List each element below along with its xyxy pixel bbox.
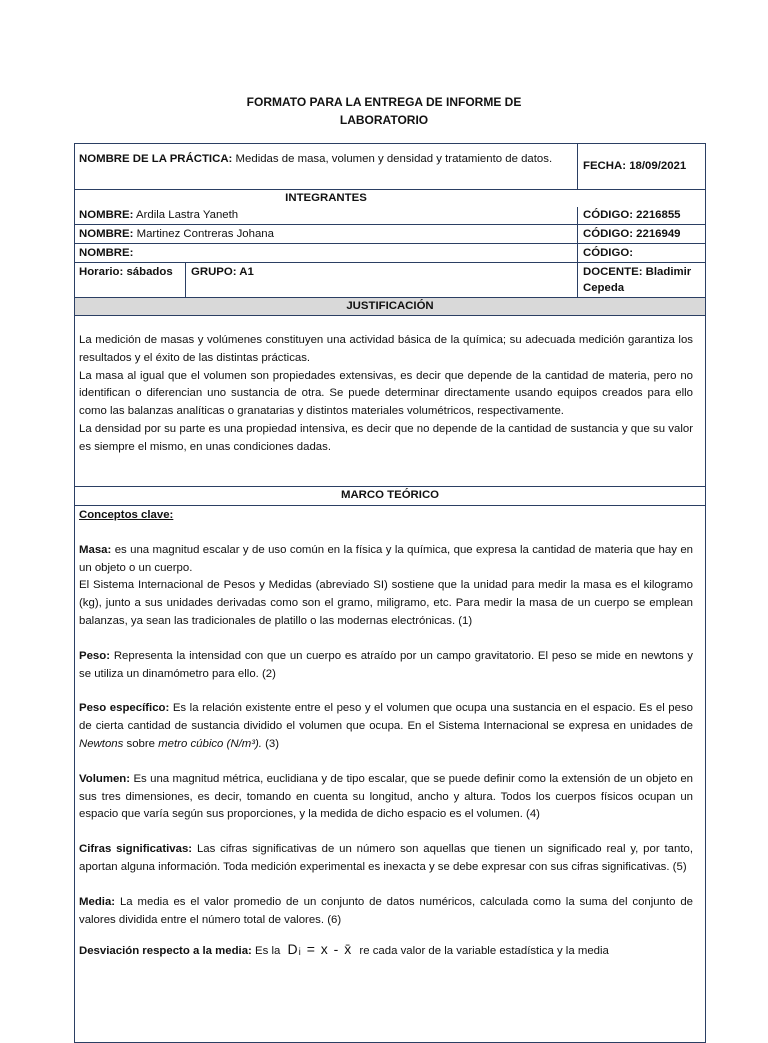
grid-line — [75, 505, 705, 506]
justificacion-paragraph: La medición de masas y volúmenes constituyen una actividad básica de la química; su adecuada medición garantiza los resultados y el éxito de las distintas prácticas. — [79, 334, 693, 364]
grid-line — [577, 207, 578, 297]
member-code-3 — [583, 245, 703, 261]
volumen-paragraph — [79, 771, 693, 824]
name-label: NOMBRE: — [79, 228, 134, 240]
docente-value: Bladimir Cepeda — [583, 266, 692, 294]
name-value: Martinez Contreras Johana — [136, 228, 274, 240]
reference: (3) — [265, 737, 280, 750]
masa-paragraph-2: El Sistema Internacional de Pesos y Medidas (abreviado SI) sostiene que la unidad para medir la masa es el kilogramo (kg), junto a sus unidades derivadas como son el gramo, miligramo, etc. Para medir la masa de un cuerpo se emplean balanzas, ya sean las tradicionales de platillo o las modernas electrónicas. (1) — [79, 579, 693, 627]
name-value: Ardila Lastra Yaneth — [135, 209, 239, 221]
code-label: CÓDIGO: — [583, 247, 633, 259]
code-value: 2216855 — [636, 209, 681, 221]
term: Volumen: — [79, 772, 131, 785]
member-name-1 — [79, 207, 573, 223]
code-label: CÓDIGO: — [583, 209, 633, 221]
grupo-cell: GRUPO: A1 — [191, 266, 254, 278]
conceptos-heading: Conceptos clave: — [79, 509, 174, 521]
grid-line — [75, 262, 705, 263]
date-cell — [583, 158, 703, 174]
member-code-2 — [583, 226, 703, 242]
integrantes-heading: INTEGRANTES — [285, 192, 367, 204]
peso-paragraph — [79, 648, 693, 684]
term: Media: — [79, 895, 116, 908]
term: Peso: — [79, 649, 111, 662]
unit-newtons: Newtons — [79, 737, 124, 750]
title-line-2: LABORATORIO — [339, 113, 429, 127]
grid-line — [75, 315, 705, 316]
grid-line — [185, 262, 186, 297]
justificacion-paragraph: La densidad por su parte es una propiedad intensiva, es decir que no depende de la cantidad de sustancia y que su valor es siempre el mismo, en unas condiciones dadas. — [79, 422, 693, 453]
definition: Representa la intensidad con que un cuerpo es atraído por un campo gravitatorio. El peso se mide en newtons y se utiliza un dinamómetro para ello. (2) — [79, 649, 693, 680]
justificacion-body — [79, 332, 693, 457]
name-label: NOMBRE: — [79, 209, 134, 221]
grid-line — [75, 224, 705, 225]
term: Peso específico: — [79, 702, 170, 715]
practice-value: Medidas de masa, volumen y densidad y tratamiento de datos. — [235, 153, 553, 165]
docente-label: DOCENTE: — [583, 266, 643, 278]
justificacion-heading: JUSTIFICACIÓN — [75, 298, 705, 315]
justificacion-paragraph: La masa al igual que el volumen son propiedades extensivas, es decir que depende de la cantidad de materia, pero no identifican o diferencian uno sustancia de otra. Se puede determinar directamente usando equipos creados para ello como las balanzas analíticas o granatarias y distintos materiales volumétricos, respectivamente. — [79, 369, 693, 418]
marco-heading: MARCO TEÓRICO — [75, 487, 705, 504]
practice-label: NOMBRE DE LA PRÁCTICA: — [79, 153, 233, 165]
docente-cell — [583, 264, 703, 296]
code-label: CÓDIGO: — [583, 228, 633, 240]
definition: es una magnitud escalar y de uso común en la física y la química, que expresa la cantidad de materia que hay en un objeto o un cuerpo. — [79, 543, 693, 574]
term: Cifras significativas: — [79, 843, 193, 856]
peso-especifico-paragraph — [79, 700, 693, 753]
title-line-1: FORMATO PARA LA ENTREGA DE INFORME DE — [246, 95, 522, 109]
desviacion-paragraph — [79, 941, 693, 961]
masa-paragraph — [79, 542, 693, 578]
member-name-3 — [79, 245, 573, 261]
term: Masa: — [79, 543, 112, 556]
member-name-2 — [79, 226, 573, 242]
code-value: 2216949 — [636, 228, 681, 240]
horario-cell: Horario: sábados — [79, 266, 173, 278]
definition: Es la relación existente entre el peso y el volumen que ocupa una sustancia en el espacio. Es el peso de cierta cantidad de sustancia dividido el volumen que ocupa. En el Sistema Internacional se expresa en unidades de — [79, 702, 693, 733]
grid-line — [577, 143, 578, 189]
unit-m3: metro cúbico (N/m³). — [158, 737, 262, 750]
definition: Las cifras significativas de un número son aquellas que tienen un significado real y, por tanto, aportan alguna información. Toda medición experimental es inexacta y se debe expresar con sus cifras significativas. (5) — [79, 843, 693, 873]
term: Desviación respecto a la media: — [79, 945, 252, 958]
media-paragraph — [79, 894, 693, 930]
name-label: NOMBRE: — [79, 247, 134, 259]
grid-line — [75, 243, 705, 244]
connector: sobre — [126, 737, 155, 750]
deviation-formula: Dᵢ = x - x̄ — [284, 941, 357, 960]
marco-body — [79, 507, 693, 961]
member-code-1 — [583, 207, 703, 223]
date-label: FECHA: — [583, 160, 627, 172]
definition: La media es el valor promedio de un conjunto de datos numéricos, calculada como la suma del conjunto de valores dividida entre el número total de valores. (6) — [79, 895, 693, 926]
definition: Es la — [255, 945, 281, 958]
practice-name-cell — [79, 151, 573, 167]
date-value: 18/09/2021 — [629, 160, 687, 172]
definition: re cada valor de la variable estadística y la media — [359, 945, 609, 958]
definition: Es una magnitud métrica, euclidiana y de tipo escalar, que se puede definir como la extensión de un objeto en sus tres dimensiones, es decir, tomando en cuenta su longitud, ancho y altura. Todos los cuerpos físicos ocupan un espacio que varía según sus proporciones, y la medida de dicho espacio es el volumen. (4) — [79, 772, 693, 821]
document-title — [0, 93, 768, 129]
cifras-paragraph — [79, 841, 693, 877]
